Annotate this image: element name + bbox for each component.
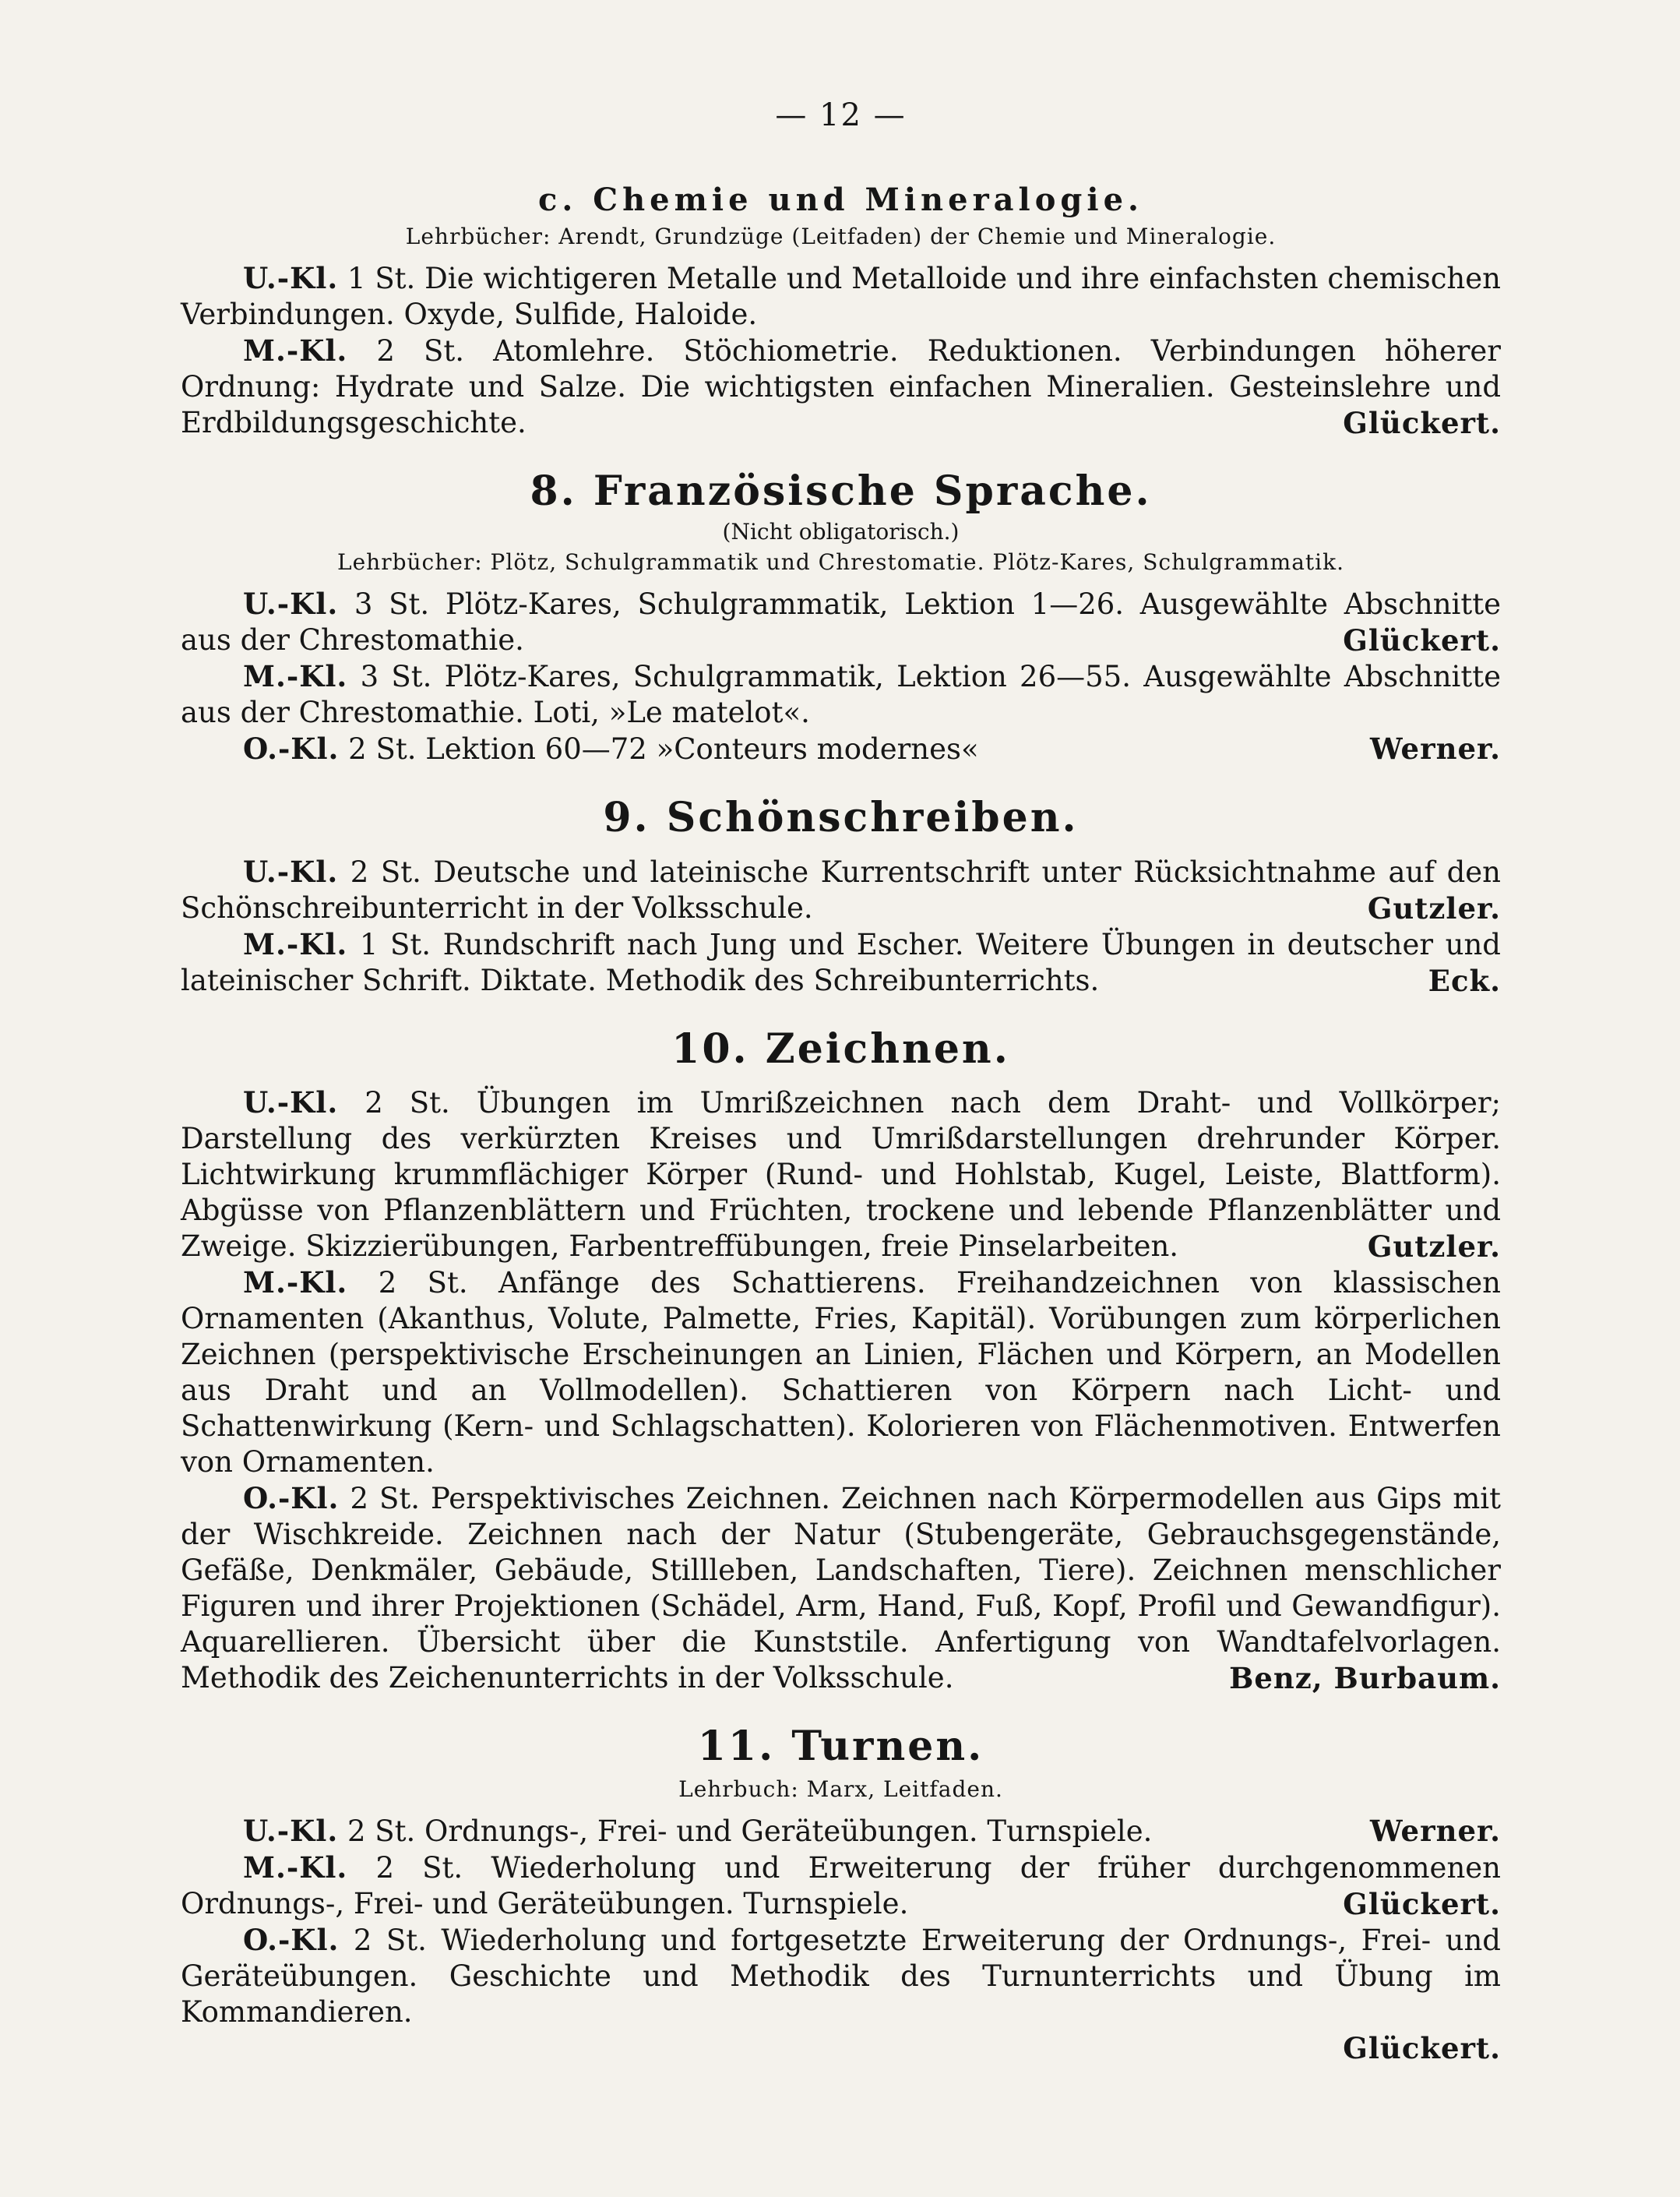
- entry-text: 1 St. Die wichtigeren Metalle und Metalloide und ihre einfachsten chemischen Verbindungen. Oxyde, Sulfide, Haloide.: [181, 262, 1501, 331]
- teacher-name: Werner.: [1370, 1813, 1501, 1848]
- entry-text: 3 St. Plötz-Kares, Schulgrammatik, Lektion 26—55. Ausgewählte Abschnitte aus der Chrestomathie. Loti, »Le matelot«.: [181, 660, 1501, 730]
- entry-schoen-u: [181, 854, 1501, 926]
- entry-text: 2 St. Anfänge des Schattierens. Freihandzeichnen von klassischen Ornamenten (Akanthus, Volute, Palmette, Fries, Kapitäl). Vorübungen zum körperlichen Zeichnen (perspektivische Erscheinungen an Linien, Flächen und Körpern, an Modellen aus Draht und an Vollmodellen). Schattieren von Körpern nach Licht- und Schattenwirkung (Kern- und Schlagschatten). Kolorieren von Flächenmotiven. Entwerfen von Ornamenten.: [181, 1266, 1501, 1479]
- entry-text: 1 St. Rundschrift nach Jung und Escher. Weitere Übungen in deutscher und lateinischer Schrift. Diktate. Methodik des Schreibunterrichts.: [181, 927, 1501, 997]
- textbooks-franzoesisch: Lehrbücher: Plötz, Schulgrammatik und Chrestomatie. Plötz-Kares, Schulgrammatik.: [337, 549, 1344, 576]
- class-label: O.-Kl.: [243, 732, 340, 767]
- class-label: M.-Kl.: [243, 926, 348, 961]
- entry-franz-u: [181, 586, 1501, 658]
- class-label: U.-Kl.: [243, 1085, 339, 1120]
- teacher-name: Werner.: [1370, 732, 1501, 767]
- section-zeichnen: [181, 1025, 1501, 1696]
- teacher-name: Gutzler.: [1367, 1229, 1501, 1264]
- entry-turnen-o: [181, 1922, 1501, 2030]
- section-chemie: [181, 182, 1501, 441]
- teacher-name: Glückert.: [1343, 1886, 1501, 1921]
- heading-turnen: 11. Turnen.: [697, 1723, 984, 1771]
- teacher-name: Glückert.: [1343, 2030, 1501, 2065]
- entry-text: 2 St. Perspektivisches Zeichnen. Zeichnen nach Körpermodellen aus Gips mit der Wischkreide. Zeichnen nach der Natur (Stubengeräte, Gebrauchsgegenstände, Gefäße, Denkmäler, Gebäude, Stillleben, Landschaften, Tiere). Zeichnen menschlicher Figuren und ihrer Projektionen (Schädel, Arm, Hand, Fuß, Kopf, Profil und Gewandfigur). Aquarellieren. Übersicht über die Kunststile. Anfertigung von Wandtafelvorlagen. Methodik des Zeichenunterrichts in der Volksschule.: [181, 1482, 1502, 1695]
- entry-turnen-m: [181, 1850, 1501, 1922]
- class-label: O.-Kl.: [243, 1922, 340, 1957]
- entry-chemie-m: [181, 333, 1501, 441]
- class-label: U.-Kl.: [243, 854, 339, 889]
- heading-schoenschreiben: 9. Schönschreiben.: [603, 794, 1079, 842]
- class-label: M.-Kl.: [243, 1850, 348, 1885]
- entry-zeichnen-u: [181, 1084, 1501, 1264]
- entry-text: 2 St. Übungen im Umrißzeichnen nach dem Draht- und Vollkörper; Darstellung des verkürzten Kreises und Umrißdarstellungen drehrunder Körper. Lichtwirkung krummflächiger Körper (Rund- und Hohlstab, Kugel, Leiste, Blattform). Abgüsse von Pflanzenblättern und Früchten, trockene und lebende Pflanzenblätter und Zweige. Skizzierübungen, Farbentreffübungen, freie Pinselarbeiten.: [181, 1086, 1501, 1264]
- heading-zeichnen: 10. Zeichnen.: [671, 1024, 1010, 1073]
- textbooks-turnen: Lehrbuch: Marx, Leitfaden.: [678, 1776, 1003, 1802]
- class-label: U.-Kl.: [243, 587, 339, 622]
- class-label: U.-Kl.: [243, 1813, 339, 1848]
- teacher-name: Glückert.: [1343, 623, 1501, 658]
- teacher-name: Glückert.: [1343, 406, 1501, 440]
- class-label: O.-Kl.: [243, 1481, 340, 1516]
- note-optional: (Nicht obligatorisch.): [722, 519, 960, 545]
- heading-chemie: c. Chemie und Mineralogie.: [538, 182, 1143, 218]
- section-franzoesisch: [181, 467, 1501, 767]
- section-turnen: [181, 1723, 1501, 2065]
- teacher-name: Eck.: [1428, 963, 1501, 998]
- class-label: M.-Kl.: [243, 659, 348, 694]
- entry-chemie-u: [181, 260, 1501, 333]
- entry-franz-m: [181, 658, 1501, 731]
- class-label: M.-Kl.: [243, 1265, 348, 1300]
- heading-franzoesisch: 8. Französische Sprache.: [530, 467, 1152, 515]
- entry-text: 2 St. Wiederholung und Erweiterung der früher durchgenommenen Ordnungs-, Frei- und Geräteübungen. Turnspiele.: [181, 1850, 1501, 1920]
- entry-schoen-m: [181, 926, 1501, 999]
- teacher-name: Benz, Burbaum.: [1229, 1661, 1501, 1696]
- class-label: U.-Kl.: [243, 261, 339, 295]
- entry-text: 2 St. Atomlehre. Stöchiometrie. Reduktionen. Verbindungen höherer Ordnung: Hydrate und Salze. Die wichtigsten einfachen Mineralien. Gesteinslehre und Erdbildungsgeschichte.: [181, 334, 1501, 439]
- entry-zeichnen-m: [181, 1264, 1501, 1480]
- textbooks-chemie: Lehrbücher: Arendt, Grundzüge (Leitfaden) der Chemie und Mineralogie.: [405, 224, 1277, 249]
- page-number: — 12 —: [775, 97, 907, 133]
- entry-text: 2 St. Ordnungs-, Frei- und Geräteübungen. Turnspiele.: [347, 1814, 1153, 1848]
- teacher-name: Gutzler.: [1367, 890, 1501, 926]
- entry-turnen-u: [181, 1813, 1501, 1850]
- entry-text: 2 St. Wiederholung und fortgesetzte Erweiterung der Ordnungs-, Frei- und Geräteübungen. Geschichte und Methodik des Turnunterrichts und Übung im Kommandieren.: [181, 1923, 1501, 2029]
- section-schoenschreiben: [181, 794, 1501, 998]
- entry-text: 2 St. Deutsche und lateinische Kurrentschrift unter Rücksichtnahme auf den Schönschreibunterricht in der Volksschule.: [181, 855, 1501, 925]
- class-label: M.-Kl.: [243, 333, 348, 368]
- entry-zeichnen-o: [181, 1480, 1501, 1696]
- entry-text: 3 St. Plötz-Kares, Schulgrammatik, Lektion 1—26. Ausgewählte Abschnitte aus der Chrestomathie.: [181, 587, 1502, 658]
- entry-text: 2 St. Lektion 60—72 »Conteurs modernes«: [348, 732, 979, 767]
- entry-franz-o: [181, 731, 1501, 767]
